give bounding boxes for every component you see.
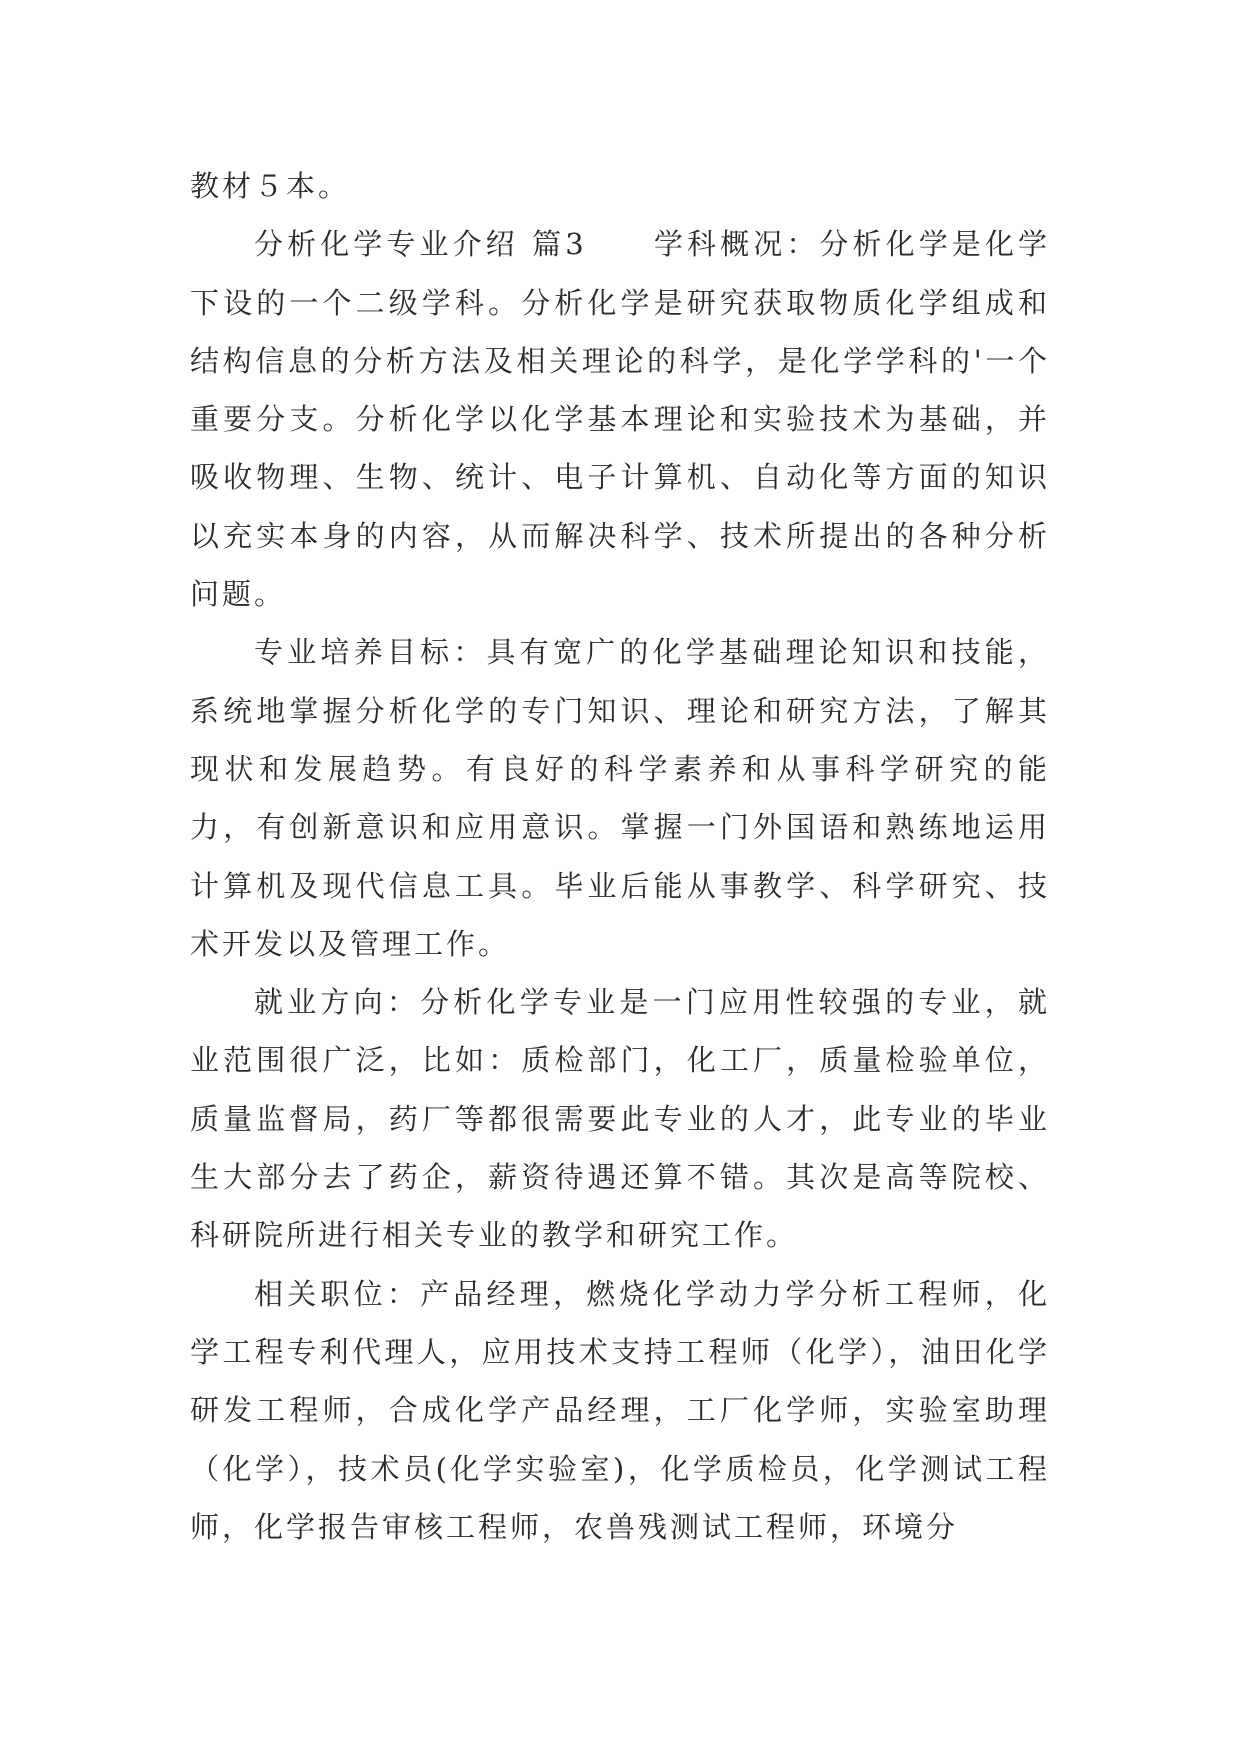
- paragraph-subject-overview: 分析化学专业介绍 篇3 学科概况：分析化学是化学下设的一个二级学科。分析化学是研究获取物质化学组成和结构信息的分析方法及相关理论的科学，是化学学科的'一个重要分支。分析化学以化学基本理论和实验技术为基础，并吸收物理、生物、统计、电子计算机、自动化等方面的知识以充实本身的内容，从而解决科学、技术所提出的各种分析问题。: [190, 227, 1050, 612]
- paragraph-training-goals: 专业培养目标：具有宽广的化学基础理论知识和技能，系统地掌握分析化学的专门知识、理论和研究方法，了解其现状和发展趋势。有良好的科学素养和从事科学研究的能力，有创新意识和应用意识。掌握一门外国语和熟练地运用计算机及现代信息工具。毕业后能从事教学、科学研究、技术开发以及管理工作。: [190, 635, 1050, 961]
- paragraph-continuation: 教材５本。: [190, 169, 351, 203]
- paragraph-related-positions: 相关职位：产品经理，燃烧化学动力学分析工程师，化学工程专利代理人，应用技术支持工程师（化学），油田化学研发工程师，合成化学产品经理，工厂化学师，实验室助理（化学），技术员(化学实验室)，化学质检员，化学测试工程师，化学报告审核工程师，农兽残测试工程师，环境分: [190, 1276, 1050, 1544]
- document-body: [190, 157, 1050, 1556]
- paragraph-employment-direction: 就业方向：分析化学专业是一门应用性较强的专业，就业范围很广泛，比如：质检部门，化工厂，质量检验单位，质量监督局，药厂等都很需要此专业的人才，此专业的毕业生大部分去了药企，薪资待遇还算不错。其次是高等院校、科研院所进行相关专业的教学和研究工作。: [190, 985, 1050, 1253]
